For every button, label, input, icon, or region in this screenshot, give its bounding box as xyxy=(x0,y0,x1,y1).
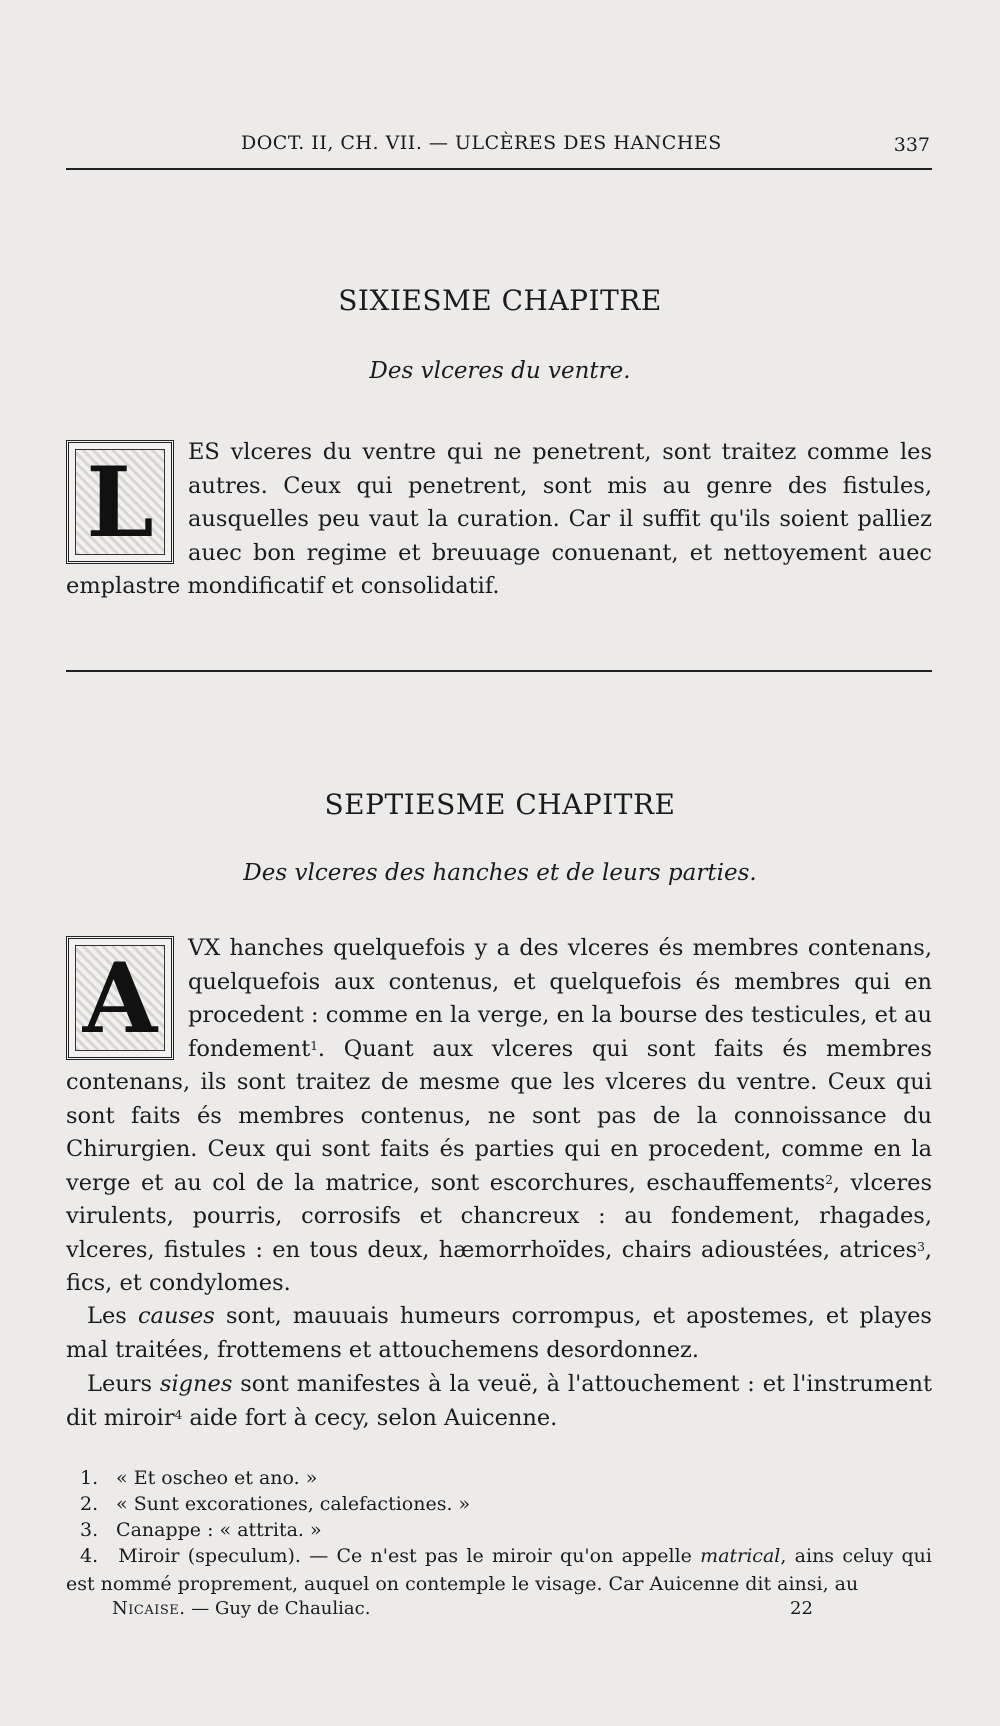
para-text: VX hanches quelquefois y a des vlceres és membres contenans, quelquefois aux contenus, et quelquefois és membres qui en procedent : comme en la verge, en la bourse des testicules, et au fondement xyxy=(188,935,932,1062)
chapter7-paragraph-2 xyxy=(66,1300,932,1367)
footnote-number: 4. xyxy=(80,1545,99,1567)
dropcap-l-ornament xyxy=(66,440,174,564)
footer-author: Nicaise. xyxy=(112,1598,186,1619)
footer-separator: — xyxy=(191,1598,210,1619)
chapter7-title: SEPTIESME CHAPITRE xyxy=(324,788,676,821)
footnote-text: « Et oscheo et ano. » xyxy=(116,1467,318,1489)
footnote-text: « Sunt excorationes, calefactiones. » xyxy=(116,1493,471,1515)
para-text: , fics, et condylomes. xyxy=(66,1236,932,1296)
footer-work: Guy de Chauliac. xyxy=(214,1598,371,1619)
dropcap-letter: L xyxy=(86,446,154,559)
footnote-text: , ains celuy qui est nommé proprement, auquel on contemple le visage. Car Auicenne dit ainsi, au xyxy=(66,1545,932,1595)
para-text: Leurs xyxy=(87,1371,160,1397)
para-text-italic: causes xyxy=(137,1303,215,1329)
chapter-separator-rule xyxy=(66,670,932,672)
footnote-ref-1[interactable]: 1 xyxy=(310,1038,318,1053)
running-header xyxy=(66,128,932,164)
footnote-number: 2. xyxy=(80,1493,99,1515)
dropcap-letter: A xyxy=(82,942,158,1055)
footnote-text-italic: matrical xyxy=(700,1545,781,1567)
footnote-text: Miroir (speculum). — Ce n'est pas le miroir qu'on appelle xyxy=(118,1545,701,1567)
para-text: sont, mauuais humeurs corrompus, et apostemes, et playes mal traitées, frottemens et attouchemens desordonnez. xyxy=(66,1303,932,1363)
footnote-1 xyxy=(66,1464,932,1492)
page-number: 337 xyxy=(893,134,930,156)
footnote-number: 3. xyxy=(80,1519,99,1541)
chapter6-paragraph xyxy=(66,436,932,604)
chapter6-text: ES vlceres du ventre qui ne penetrent, sont traitez comme les autres. Ceux qui penetrent, sont mis au genre des fistules, ausquelles peu vaut la curation. Car il suffit qu'ils soient palliez auec bon regime et breuuage conuenant, et nettoyement auec emplastre mondificatif et consolidatif. xyxy=(66,439,932,599)
para-text: , vlceres virulents, pourris, corrosifs et chancreux : au fondement, rhagades, vlceres, fistules : en tous deux, hæmorrhoïdes, chairs adioustées, atrices xyxy=(66,1169,932,1263)
header-rule xyxy=(66,168,932,170)
printer-signature: 22 xyxy=(790,1598,813,1619)
footnote-text: Canappe : « attrita. » xyxy=(116,1519,322,1541)
footnote-4 xyxy=(66,1542,932,1598)
footnote-number: 1. xyxy=(80,1467,99,1489)
para-text: aide fort à cecy, selon Auicenne. xyxy=(182,1404,558,1431)
chapter6-subtitle: Des vlceres du ventre. xyxy=(369,358,631,384)
footnote-ref-2[interactable]: 2 xyxy=(825,1172,833,1187)
footnote-ref-3[interactable]: 3 xyxy=(917,1239,925,1254)
footnote-2 xyxy=(66,1490,932,1518)
chapter6-title: SIXIESME CHAPITRE xyxy=(338,284,662,317)
footnote-3 xyxy=(66,1516,932,1544)
page-footer xyxy=(0,1598,1000,1628)
para-text: sont manifestes à la veuë, à l'attouchement : et l'instrument dit miroir xyxy=(66,1371,932,1431)
chapter7-subtitle: Des vlceres des hanches et de leurs parties. xyxy=(243,860,757,886)
running-title: DOCT. II, CH. VII. — ULCÈRES DES HANCHES xyxy=(241,132,722,154)
para-text: . Quant aux vlceres qui sont faits és membres contenans, ils sont traitez de mesme que les vlceres du ventre. Ceux qui sont faits és membres contenus, ne sont pas de la connoissance du Chirurgien. Ceux qui sont faits és parties qui en procedent, comme en la verge et au col de la matrice, sont escorchures, eschauffements xyxy=(66,1035,932,1196)
footnote-ref-4[interactable]: 4 xyxy=(174,1407,183,1422)
para-text: Les xyxy=(87,1303,138,1329)
dropcap-a-ornament xyxy=(66,936,174,1060)
para-text-italic: signes xyxy=(159,1371,233,1397)
chapter7-paragraph-1 xyxy=(66,932,932,1301)
chapter7-paragraph-3 xyxy=(66,1368,932,1435)
footer-credit xyxy=(112,1598,370,1619)
